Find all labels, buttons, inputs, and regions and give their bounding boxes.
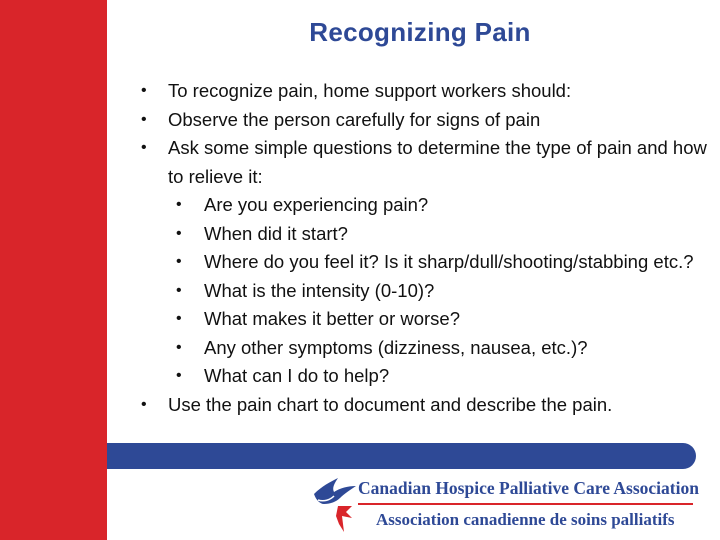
- bullet-text: What can I do to help?: [204, 365, 390, 386]
- bullet-text: Any other symptoms (dizziness, nausea, etc.)?: [204, 336, 588, 358]
- bullet-marker: •: [176, 367, 182, 384]
- dove-bird-icon: [308, 474, 358, 536]
- logo-english-name: Canadian Hospice Palliative Care Association: [358, 478, 699, 498]
- bullet-marker: •: [141, 395, 147, 413]
- slide-title: Recognizing Pain: [309, 17, 531, 47]
- bullet-item: [140, 134, 710, 191]
- bullet-item: [140, 391, 710, 420]
- sub-bullet-item: [140, 277, 710, 306]
- left-accent-bar: [0, 0, 107, 540]
- bullet-marker: •: [141, 139, 147, 156]
- bullet-text: Are you experiencing pain?: [204, 194, 429, 215]
- logo-french-name: Association canadienne de soins palliatifs: [376, 510, 675, 529]
- sub-bullet-item: [140, 305, 710, 334]
- sub-bullet-item: [140, 362, 710, 391]
- bullet-marker: •: [176, 196, 182, 213]
- logo-divider: [358, 503, 693, 505]
- bullet-marker: •: [176, 338, 182, 356]
- sub-bullet-item: [140, 220, 710, 249]
- bullet-text: Observe the person carefully for signs of pain: [168, 108, 541, 130]
- bullet-text: When did it start?: [204, 222, 348, 244]
- sub-bullet-item: [140, 191, 710, 220]
- bullet-text: What makes it better or worse?: [204, 308, 461, 329]
- bullet-marker: •: [176, 281, 182, 299]
- sub-bullet-item: [140, 334, 710, 363]
- bullet-list: [140, 77, 710, 419]
- bullet-text: To recognize pain, home support workers should:: [168, 80, 572, 101]
- bullet-marker: •: [176, 224, 182, 242]
- bullet-marker: •: [141, 82, 147, 99]
- association-logo: [300, 472, 720, 540]
- footer-band: [107, 443, 696, 469]
- bullet-marker: •: [176, 310, 182, 327]
- bullet-marker: •: [176, 253, 182, 270]
- bullet-marker: •: [141, 110, 147, 128]
- bullet-item: [140, 77, 710, 106]
- bullet-text: Where do you feel it? Is it sharp/dull/shooting/stabbing etc.?: [204, 251, 694, 272]
- sub-bullet-item: [140, 248, 710, 277]
- bullet-item: [140, 106, 710, 135]
- bullet-text: Use the pain chart to document and describe the pain.: [168, 393, 613, 415]
- bullet-text: What is the intensity (0-10)?: [204, 279, 435, 301]
- bullet-text: Ask some simple questions to determine the type of pain and how to relieve it:: [168, 137, 707, 187]
